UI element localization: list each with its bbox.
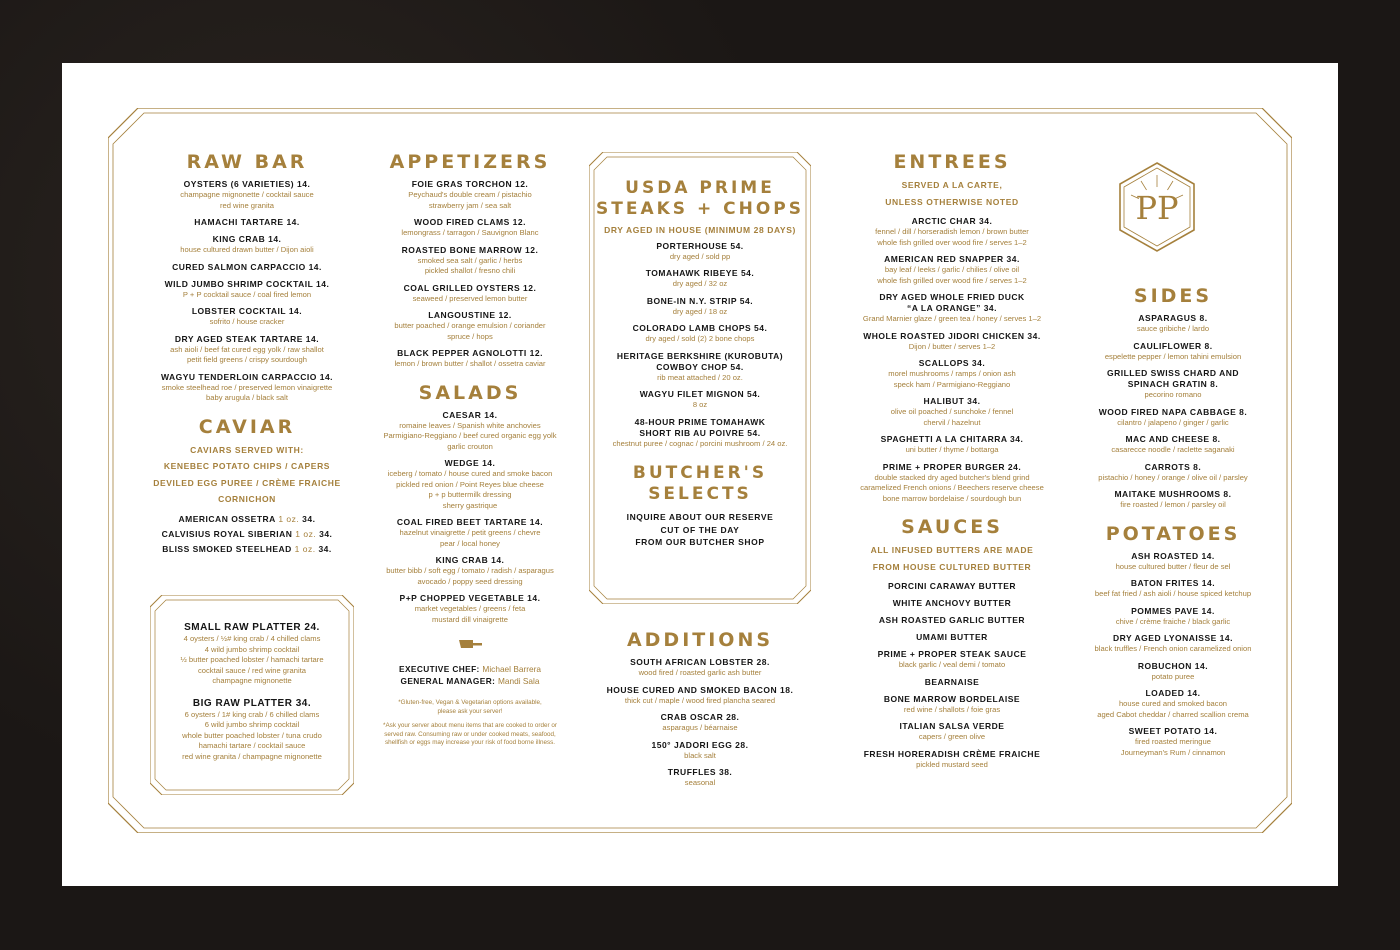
item-name: SPAGHETTI A LA CHITARRA 34.	[880, 434, 1024, 444]
text-line: KENEBEC POTATO CHIPS / CAPERS	[163, 461, 331, 471]
item-description: spruce / hops	[447, 331, 493, 341]
menu-item	[837, 358, 1067, 390]
pp-monogram-icon	[1117, 161, 1197, 253]
item-description: wood fired / roasted garlic ash butter	[638, 668, 762, 677]
menu-item	[360, 179, 580, 211]
item-description: champagne mignonette / cocktail sauce	[180, 190, 314, 199]
menu-item	[1070, 688, 1276, 720]
item-name: ARCTIC CHAR 34.	[911, 216, 993, 226]
item-description: Grand Marnier glaze / green tea / honey / serves 1–2	[862, 314, 1042, 323]
item-name: UMAMI BUTTER	[916, 632, 988, 642]
raw-bar-list	[142, 179, 352, 404]
text-line: FROM HOUSE CULTURED BUTTER	[872, 561, 1032, 572]
item-description: sauce gribiche / lardo	[1136, 324, 1210, 333]
menu-item	[589, 323, 811, 345]
item-name: ASH ROASTED 14.	[1131, 550, 1215, 561]
text-line: USDA PRIME	[625, 178, 775, 198]
item-description: garlic crouton	[447, 441, 493, 451]
item-name: FRESH HORERADISH CRÈME FRAICHE	[863, 748, 1041, 759]
item-description: casarecce noodle / raclette saganaki	[1111, 445, 1235, 454]
item-description: uni butter / thyme / bottarga	[905, 445, 999, 454]
text-line: CORNICHON	[218, 494, 276, 504]
menu-item	[360, 310, 580, 342]
item-description: avocado / poppy seed dressing	[417, 576, 523, 586]
item-name: BONE-IN N.Y. STRIP 54.	[646, 295, 754, 306]
item-name: ITALIAN SALSA VERDE	[899, 721, 1005, 731]
item-name: SCALLOPS 34.	[918, 358, 986, 368]
gluten-note	[360, 699, 580, 716]
menu-item	[837, 615, 1067, 626]
menu-item	[589, 351, 811, 384]
text-line: *Ask your server about menu items that are cooked to order or	[383, 722, 557, 729]
entrees-list	[837, 216, 1067, 504]
item-description: capers / green olive	[918, 732, 986, 741]
steaks-subtitle: DRY AGED IN HOUSE (MINIMUM 28 DAYS)	[604, 225, 796, 235]
item-name: 48-HOUR PRIME TOMAHAWK	[634, 416, 766, 427]
item-name: MAITAKE MUSHROOMS 8.	[1114, 489, 1232, 499]
item-description: rib meat attached / 20 oz.	[657, 372, 743, 382]
menu-item	[837, 632, 1067, 643]
menu-item	[837, 462, 1067, 505]
text-line: SERVED A LA CARTE,	[901, 180, 1003, 190]
menu-item	[360, 283, 580, 305]
menu-item	[1070, 341, 1276, 363]
item-description: fire roasted / lemon / parsley oil	[1120, 500, 1226, 509]
menu-item	[837, 598, 1067, 609]
item-description: market vegetables / greens / feta	[414, 604, 526, 613]
item-description: cilantro / jalapeno / ginger / garlic	[1117, 417, 1229, 427]
menu-item	[150, 697, 354, 763]
item-description: aged Cabot cheddar / charred scallion crema	[1097, 709, 1249, 719]
item-description: champagne mignonette	[212, 676, 292, 685]
menu-item	[837, 396, 1067, 428]
appetizers-list	[360, 179, 580, 370]
item-description: caramelized French onions / Beechers reserve cheese	[860, 483, 1044, 492]
menu-item	[1070, 726, 1276, 758]
item-name: WAGYU TENDERLOIN CARPACCIO 14.	[160, 371, 334, 382]
menu-item	[837, 216, 1067, 248]
item-name: PORTERHOUSE 54.	[656, 240, 744, 251]
menu-item	[142, 514, 352, 525]
item-name: LOBSTER COCKTAIL 14.	[191, 306, 303, 316]
menu-item	[837, 721, 1067, 743]
text-line: STEAKS + CHOPS	[596, 199, 804, 219]
raw-bar-title: RAW BAR	[186, 151, 308, 173]
chef-name: Michael Barrera	[482, 664, 541, 674]
butcher-text	[589, 511, 811, 549]
caviar-title: CAVIAR	[198, 415, 296, 438]
item-description: 8 oz	[692, 400, 708, 409]
item-description: olive oil poached / sunchoke / fennel	[890, 407, 1014, 416]
menu-item	[837, 649, 1067, 671]
text-line: INQUIRE ABOUT OUR RESERVE	[626, 512, 774, 522]
menu-item	[589, 740, 811, 762]
menu-sheet	[62, 63, 1338, 886]
item-description: thick cut / maple / wood fired plancha seared	[624, 695, 776, 705]
item-name: BONE MARROW BORDELAISE	[883, 693, 1021, 704]
text-line: please ask your server!	[437, 707, 503, 715]
item-description: smoked sea salt / garlic / herbs	[417, 255, 523, 265]
menu-item	[142, 306, 352, 328]
caviar-subtitle	[142, 444, 352, 506]
item-name: PRIME + PROPER STEAK SAUCE	[877, 649, 1027, 659]
item-name: AMERICAN OSSETRA 1 oz. 34.	[178, 513, 316, 524]
item-name: DRY AGED WHOLE FRIED DUCK	[879, 292, 1025, 302]
item-description: sherry gastrique	[442, 500, 498, 510]
item-name: LOADED 14.	[1145, 688, 1201, 698]
text-line: CAVIARS SERVED WITH:	[190, 444, 304, 455]
item-description: iceberg / tomato / house cured and smoke bacon	[387, 469, 553, 478]
item-description: pear / local honey	[440, 538, 500, 548]
steaks-title	[589, 178, 811, 220]
item-name: KING CRAB 14.	[435, 555, 505, 565]
gm-name: Mandi Sala	[497, 676, 540, 686]
item-description: 4 wild jumbo shrimp cocktail	[204, 644, 300, 654]
item-description: ½ butter poached lobster / hamachi tartare	[180, 655, 324, 664]
item-description: bone marrow bordelaise / sourdough bun	[882, 493, 1022, 503]
salads-title: SALADS	[418, 381, 522, 404]
raw-bar-column	[142, 151, 352, 559]
item-description: smoke steelhead roe / preserved lemon vinaigrette	[161, 382, 333, 392]
menu-item	[142, 372, 352, 404]
menu-item	[837, 694, 1067, 716]
item-name: WAGYU FILET MIGNON 54.	[639, 389, 761, 399]
menu-item	[1070, 661, 1276, 683]
item-description: chervil / hazelnut	[923, 417, 981, 427]
menu-item	[142, 334, 352, 366]
item-name: WHITE ANCHOVY BUTTER	[892, 598, 1012, 608]
item-description: 6 oysters / 1# king crab / 6 chilled clams	[184, 709, 320, 719]
text-line: FROM OUR BUTCHER SHOP	[635, 537, 765, 547]
item-description: butter bibb / soft egg / tomato / radish / asparagus	[386, 566, 554, 575]
item-description: red wine granita / champagne mignonette	[182, 751, 322, 761]
menu-item	[589, 268, 811, 290]
text-line: SELECTS	[648, 484, 752, 504]
menu-item	[360, 410, 580, 453]
item-name: SWEET POTATO 14.	[1128, 726, 1218, 736]
menu-item	[589, 685, 811, 707]
item-name: PORCINI CARAWAY BUTTER	[887, 581, 1017, 591]
item-name: ROASTED BONE MARROW 12.	[401, 244, 539, 255]
item-description: potato puree	[1151, 671, 1195, 681]
menu-item	[142, 262, 352, 273]
item-description: lemongrass / tarragon / Sauvignon Blanc	[401, 228, 539, 237]
item-description: butter poached / orange emulsion / coriander	[394, 321, 546, 330]
raw-food-note	[360, 722, 580, 748]
menu-item	[1070, 407, 1276, 429]
steaks-list	[589, 241, 811, 450]
item-name: PRIME + PROPER BURGER 24.	[882, 461, 1022, 472]
menu-item	[837, 292, 1067, 325]
text-line: served raw. Consuming raw or under cooked meats, seafood,	[384, 730, 556, 738]
text-line: ALL INFUSED BUTTERS ARE MADE	[870, 545, 1034, 555]
platter-box	[150, 595, 354, 795]
item-description: pecorino romano	[1144, 390, 1202, 399]
item-name: AMERICAN RED SNAPPER 34.	[884, 254, 1020, 264]
caviar-list	[142, 514, 352, 555]
menu-item	[589, 296, 811, 318]
item-portion: 1 oz.	[278, 513, 300, 524]
item-description: espelette pepper / lemon tahini emulsion	[1104, 351, 1242, 361]
entrees-title: ENTREES	[893, 151, 1011, 173]
steaks-box	[589, 152, 811, 604]
menu-item	[360, 217, 580, 239]
item-name: ASH ROASTED GARLIC BUTTER	[878, 615, 1026, 625]
item-name: SMALL RAW PLATTER 24.	[184, 622, 320, 633]
menu-item	[589, 712, 811, 734]
menu-item	[1070, 368, 1276, 401]
item-description: black truffles / French onion caramelized onion	[1094, 644, 1252, 653]
item-name: GRILLED SWISS CHARD AND	[1106, 368, 1240, 378]
item-name: CAULIFLOWER 8.	[1133, 340, 1213, 351]
item-description: bay leaf / leeks / garlic / chilies / olive oil	[884, 265, 1020, 274]
item-name: HOUSE CURED AND SMOKED BACON 18.	[606, 684, 794, 695]
item-description: whole fish grilled over wood fire / serves 1–2	[877, 275, 1027, 285]
text-line: BUTCHER'S	[632, 463, 768, 483]
item-description: mustard dill vinaigrette	[432, 614, 508, 624]
additions-title: ADDITIONS	[626, 629, 774, 651]
item-portion: 1 oz.	[295, 528, 317, 539]
item-name: WEDGE 14.	[444, 458, 496, 468]
item-description: house cultured butter / fleur de sel	[1115, 561, 1231, 571]
platter-list	[150, 621, 354, 772]
steaks-content	[589, 178, 811, 549]
menu-item	[1070, 606, 1276, 628]
item-name: WOOD FIRED NAPA CABBAGE 8.	[1098, 406, 1248, 417]
item-description: chestnut puree / cognac / porcini mushroom / 24 oz.	[612, 438, 788, 448]
item-name: MAC AND CHEESE 8.	[1125, 434, 1221, 444]
item-description: baby arugula / black salt	[206, 393, 288, 402]
item-description: hazelnut vinaigrette / petit greens / chevre	[399, 528, 541, 537]
menu-item	[142, 529, 352, 540]
item-name: WOOD FIRED CLAMS 12.	[413, 217, 526, 227]
item-description: whole fish grilled over wood fire / serves 1–2	[877, 237, 1027, 247]
item-description: pickled mustard seed	[916, 759, 988, 769]
gm-label: GENERAL MANAGER:	[400, 676, 496, 686]
salads-list	[360, 410, 580, 626]
item-name: KING CRAB 14.	[212, 234, 282, 244]
item-description: 6 wild jumbo shrimp cocktail	[204, 720, 300, 729]
item-name: ROBUCHON 14.	[1137, 660, 1209, 671]
text-line: CUT OF THE DAY	[660, 524, 740, 535]
item-description: p + p buttermilk dressing	[428, 490, 512, 499]
cleaver-icon	[457, 637, 483, 651]
item-description: double stacked dry aged butcher's blend grind	[874, 472, 1030, 482]
menu-item	[1070, 551, 1276, 573]
item-name: HAMACHI TARTARE 14.	[194, 217, 300, 227]
item-name: LANGOUSTINE 12.	[428, 310, 512, 320]
item-description: chive / crème fraiche / black garlic	[1115, 616, 1231, 626]
item-name: SPINACH GRATIN 8.	[1127, 379, 1219, 389]
executive-chef	[360, 663, 580, 675]
menu-item	[1070, 633, 1276, 655]
item-name: ASPARAGUS 8.	[1138, 313, 1208, 323]
sauces-list	[837, 581, 1067, 770]
item-description: Parmigiano-Reggiano / beef cured organic egg yolk	[383, 431, 557, 440]
item-name: HERITAGE BERKSHIRE (KUROBUTA)	[616, 350, 784, 361]
general-manager	[360, 675, 580, 687]
item-name: “A LA ORANGE” 34.	[906, 303, 998, 313]
item-description: house cured and smoked bacon	[1118, 699, 1228, 708]
item-description: Dijon / butter / serves 1–2	[908, 341, 996, 351]
item-description: romaine leaves / Spanish white anchovies	[399, 420, 541, 430]
menu-item	[360, 348, 580, 370]
entrees-column	[837, 151, 1067, 776]
chef-label: EXECUTIVE CHEF:	[399, 664, 480, 674]
item-description: Peychaud's double cream / pistachio	[408, 190, 532, 199]
item-description: asparagus / béarnaise	[662, 723, 738, 732]
butcher-title	[589, 463, 811, 505]
item-description: morel mushrooms / ramps / onion ash	[888, 369, 1016, 378]
menu-item	[360, 555, 580, 587]
item-name: DRY AGED LYONAISSE 14.	[1113, 633, 1233, 643]
sides-list	[1070, 313, 1276, 511]
item-name: FOIE GRAS TORCHON 12.	[411, 179, 529, 189]
menu-item	[589, 389, 811, 411]
item-description: 4 oysters / ½# king crab / 4 chilled clams	[183, 634, 321, 643]
item-description: black salt	[684, 750, 716, 760]
item-name: TRUFFLES 38.	[667, 767, 733, 777]
additions-list	[589, 657, 811, 789]
item-description: cocktail sauce / red wine granita	[197, 665, 307, 675]
item-description: ash aioli / beef fat cured egg yolk / raw shallot	[170, 344, 324, 354]
item-name: BIG RAW PLATTER 34.	[192, 697, 312, 709]
item-name: POMMES PAVE 14.	[1131, 605, 1215, 616]
item-description: house cultured drawn butter / Dijon aioli	[180, 245, 314, 254]
item-name: OYSTERS (6 VARIETIES) 14.	[183, 179, 311, 189]
item-description: Journeyman's Rum / cinnamon	[1120, 747, 1226, 757]
menu-item	[837, 677, 1067, 688]
menu-item	[589, 241, 811, 263]
sauces-title: SAUCES	[901, 516, 1003, 538]
menu-item	[360, 593, 580, 625]
menu-item	[360, 245, 580, 277]
item-description: pickled shallot / fresno chili	[424, 266, 516, 275]
item-description: dry aged / sold (2) 2 bone chops	[645, 334, 755, 343]
menu-item	[837, 254, 1067, 286]
menu-item	[837, 331, 1067, 353]
menu-item	[589, 417, 811, 450]
item-description: whole butter poached lobster / tuna crudo	[182, 730, 322, 740]
item-name: COLORADO LAMB CHOPS 54.	[632, 323, 768, 333]
item-description: red wine / shallots / foie gras	[903, 704, 1001, 714]
menu-item	[142, 234, 352, 256]
potatoes-list	[1070, 551, 1276, 759]
item-description: pistachio / honey / orange / olive oil / parsley	[1098, 472, 1248, 482]
item-description: dry aged / sold pp	[669, 251, 731, 261]
menu-item	[142, 179, 352, 211]
item-name: 150° JADORI EGG 28.	[651, 739, 749, 750]
text-line: shellfish or eggs may increase your risk of food borne illness.	[384, 739, 556, 746]
menu-item	[837, 434, 1067, 456]
item-description: black garlic / veal demi / tomato	[898, 660, 1006, 669]
item-description: pickled red onion / Point Reyes blue cheese	[396, 479, 544, 489]
item-description: lemon / brown butter / shallot / ossetra caviar	[394, 359, 546, 368]
item-description: hamachi tartare / cocktail sauce	[198, 741, 306, 750]
menu-item	[837, 581, 1067, 592]
item-name: BLACK PEPPER AGNOLOTTI 12.	[397, 348, 543, 358]
item-description: speck ham / Parmigiano-Reggiano	[893, 379, 1011, 389]
item-description: dry aged / 32 oz	[672, 279, 728, 288]
potatoes-title: POTATOES	[1105, 522, 1241, 545]
item-description: seaweed / preserved lemon butter	[412, 293, 528, 303]
item-description: dry aged / 18 oz	[672, 306, 728, 316]
item-name: BATON FRITES 14.	[1130, 578, 1216, 588]
item-name: COAL FIRED BEET TARTARE 14.	[396, 517, 544, 527]
item-description: petit field greens / crispy sourdough	[187, 355, 307, 364]
item-description: strawberry jam / sea salt	[428, 200, 512, 210]
item-name: CURED SALMON CARPACCIO 14.	[172, 261, 322, 272]
text-line: UNLESS OTHERWISE NOTED	[885, 196, 1019, 207]
item-name: BEARNAISE	[924, 676, 980, 687]
text-line: DEVILED EGG PUREE / CRÈME FRAICHE	[153, 477, 341, 488]
item-description: fired roasted meringue	[1135, 737, 1211, 746]
item-name: DRY AGED STEAK TARTARE 14.	[174, 333, 320, 344]
menu-item	[837, 749, 1067, 771]
menu-item	[1070, 462, 1276, 484]
sauces-subtitle	[837, 544, 1067, 573]
menu-item	[150, 621, 354, 687]
menu-item	[142, 544, 352, 555]
item-description: beef fat fried / ash aioli / house spiced ketchup	[1094, 589, 1252, 598]
item-name: SHORT RIB AU POIVRE 54.	[639, 427, 761, 438]
item-name: CALVISIUS ROYAL SIBERIAN 1 oz. 34.	[161, 528, 333, 539]
item-name: WHOLE ROASTED JIDORI CHICKEN 34.	[863, 330, 1041, 341]
menu-item	[1070, 434, 1276, 456]
item-description: sofrito / house cracker	[209, 317, 285, 326]
item-name: TOMAHAWK RIBEYE 54.	[645, 268, 755, 278]
menu-item	[1070, 489, 1276, 511]
item-name: BLISS SMOKED STEELHEAD 1 oz. 34.	[162, 543, 332, 554]
item-name: CARROTS 8.	[1144, 461, 1202, 472]
entrees-subtitle	[837, 179, 1067, 208]
item-name: CRAB OSCAR 28.	[660, 712, 740, 722]
sides-column	[1070, 285, 1276, 764]
menu-item	[142, 279, 352, 301]
item-name: HALIBUT 34.	[923, 396, 981, 406]
menu-item	[1070, 313, 1276, 335]
item-name: COAL GRILLED OYSTERS 12.	[403, 282, 537, 293]
menu-item	[589, 767, 811, 789]
item-description: seasonal	[684, 778, 716, 787]
item-name: COWBOY CHOP 54.	[656, 361, 744, 372]
svg-text:PP: PP	[1135, 189, 1179, 227]
additions-column	[589, 629, 811, 795]
item-portion: 1 oz.	[294, 543, 316, 554]
item-name: CAESAR 14.	[442, 409, 498, 420]
item-description: fennel / dill / horseradish lemon / brown butter	[875, 227, 1029, 236]
text-line: *Gluten-free, Vegan & Vegetarian options available,	[398, 699, 542, 706]
item-name: SOUTH AFRICAN LOBSTER 28.	[630, 657, 770, 667]
item-description: red wine granita	[219, 200, 275, 210]
appetizers-column	[360, 151, 580, 748]
menu-item	[360, 517, 580, 549]
item-name: WILD JUMBO SHRIMP COCKTAIL 14.	[164, 278, 330, 289]
menu-item	[1070, 578, 1276, 600]
menu-item	[142, 217, 352, 228]
sides-title: SIDES	[1133, 285, 1213, 307]
menu-item	[360, 458, 580, 511]
item-name: P+P CHOPPED VEGETABLE 14.	[399, 593, 541, 603]
appetizers-title: APPETIZERS	[389, 151, 551, 173]
item-description: P + P cocktail sauce / coal fired lemon	[182, 289, 312, 299]
menu-item	[589, 657, 811, 679]
